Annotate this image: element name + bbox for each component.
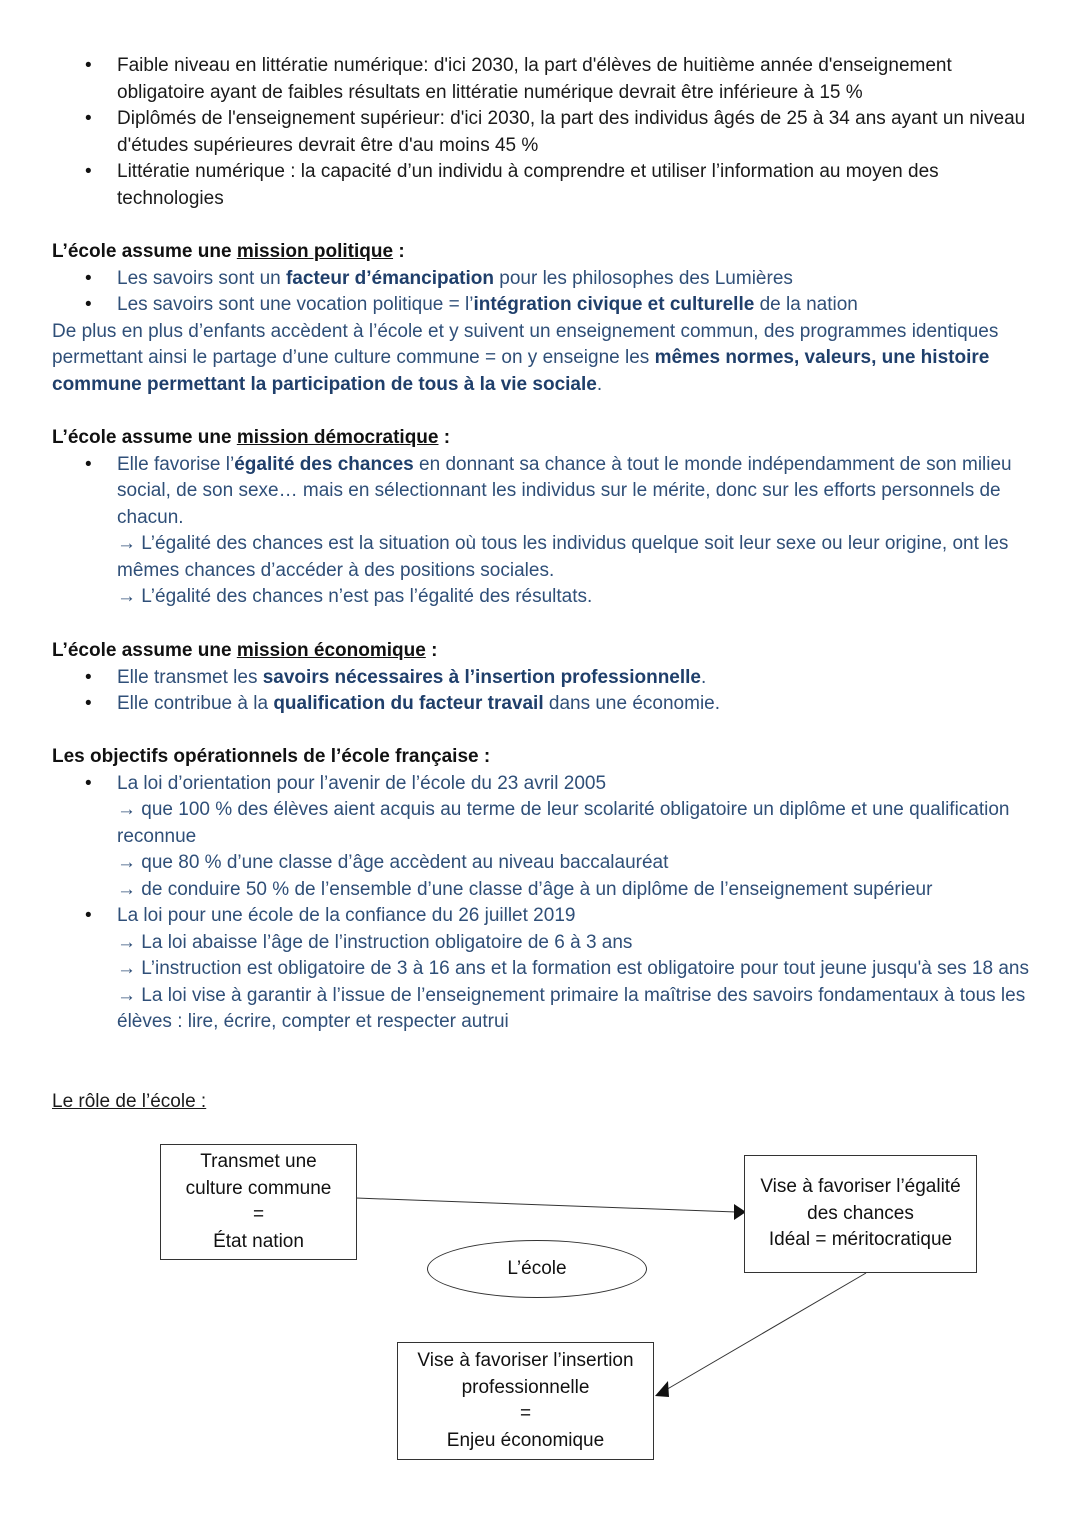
list-item: • Les savoirs sont un facteur d’émancipation pour les philosophes des Lumières	[52, 266, 1030, 293]
diagram-center-ecole: L’école	[427, 1240, 647, 1298]
list-item: • Les savoirs sont une vocation politique = l’intégration civique et culturelle de la nation	[52, 292, 1030, 319]
paragraph: De plus en plus d’enfants accèdent à l’école et y suivent un enseignement commun, des programmes identiques permettant ainsi le partage d’une culture commune = on y enseigne les mêmes normes, valeurs, une histoire commune permettant la participation de tous à la vie sociale.	[52, 320, 999, 395]
section-heading: L’école assume une mission politique :	[52, 241, 405, 262]
list-item: • Littératie numérique : la capacité d’un individu à comprendre et utiliser l’information au moyen des technologies	[52, 159, 1030, 212]
section-heading: L’école assume une mission économique :	[52, 640, 438, 661]
law-title: • La loi pour une école de la confiance du 26 juillet 2019	[117, 905, 576, 926]
section-heading: Les objectifs opérationnels de l’école française :	[52, 746, 491, 767]
arrow-line: → de conduire 50 % de l’ensemble d’une classe d’âge à un diplôme de l’enseignement supérieur	[117, 878, 933, 900]
arrow-line: → L’instruction est obligatoire de 3 à 16 ans et la formation est obligatoire pour tout jeune jusqu'à ses 18 ans	[117, 958, 1029, 979]
list-item: • Elle contribue à la qualification du facteur travail dans une économie.	[52, 691, 1030, 718]
arrow-line: → L’égalité des chances n’est pas l’égalité des résultats.	[117, 586, 593, 607]
arrow-line: → L’égalité des chances est la situation où tous les individus quelque soit leur sexe ou leur origine, ont les mêmes chances d’accéder à des positions sociales.	[117, 533, 1009, 581]
arrow-line: → La loi vise à garantir à l’issue de l’enseignement primaire la maîtrise des savoirs fondamentaux à tous les élèves : lire, écrire, compter et respecter autrui	[117, 984, 1026, 1032]
law-title: • La loi d’orientation pour l’avenir de l’école du 23 avril 2005	[117, 772, 607, 794]
list-item: • Elle transmet les savoirs nécessaires à l’insertion professionnelle.	[52, 665, 1030, 692]
arrow-line: → que 80 % d’une classe d’âge accèdent au niveau baccalauréat	[117, 852, 669, 873]
arrowhead-bottom	[655, 1381, 669, 1397]
diagram-box-culture: Transmet une culture commune = État nation	[160, 1144, 357, 1260]
list-item: • Elle favorise l’égalité des chances en donnant sa chance à tout le monde indépendamment de son milieu social, de son sexe… mais en sélectionnant les individus sur le mérite, donc sur les efforts personnels de chacun. → L’égalité des chances est la situation où tous les individus quelque soit leur sexe ou leur origine, ont les mêmes chances d’accéder à des positions sociales. → L’égalité des chances n’est pas l’égalité des résultats.	[52, 452, 1030, 611]
section-heading: Le rôle de l’école :	[52, 1091, 207, 1112]
arrow-line: → que 100 % des élèves aient acquis au terme de leur scolarité obligatoire un diplôme et une qualification reconnue	[117, 799, 1010, 847]
diagram-box-insertion: Vise à favoriser l’insertion professionnelle = Enjeu économique	[397, 1342, 654, 1460]
list-item: • Faible niveau en littératie numérique: d'ici 2030, la part d'élèves de huitième année d'enseignement obligatoire ayant de faibles résultats en littératie numérique devrait être inférieure à 15 %	[52, 53, 1030, 106]
arrow-line: → La loi abaisse l’âge de l’instruction obligatoire de 6 à 3 ans	[117, 931, 633, 953]
diagram-box-egalite: Vise à favoriser l’égalité des chances Idéal = méritocratique	[744, 1155, 977, 1273]
arrow-left-to-right	[356, 1198, 736, 1212]
section-heading: L’école assume une mission démocratique :	[52, 427, 451, 448]
arrow-right-to-bottom	[664, 1273, 866, 1391]
list-item: • Diplômés de l'enseignement supérieur: d'ici 2030, la part des individus âgés de 25 à 34 ans ayant un niveau d'études supérieures devrait être d'au moins 45 %	[52, 106, 1030, 159]
